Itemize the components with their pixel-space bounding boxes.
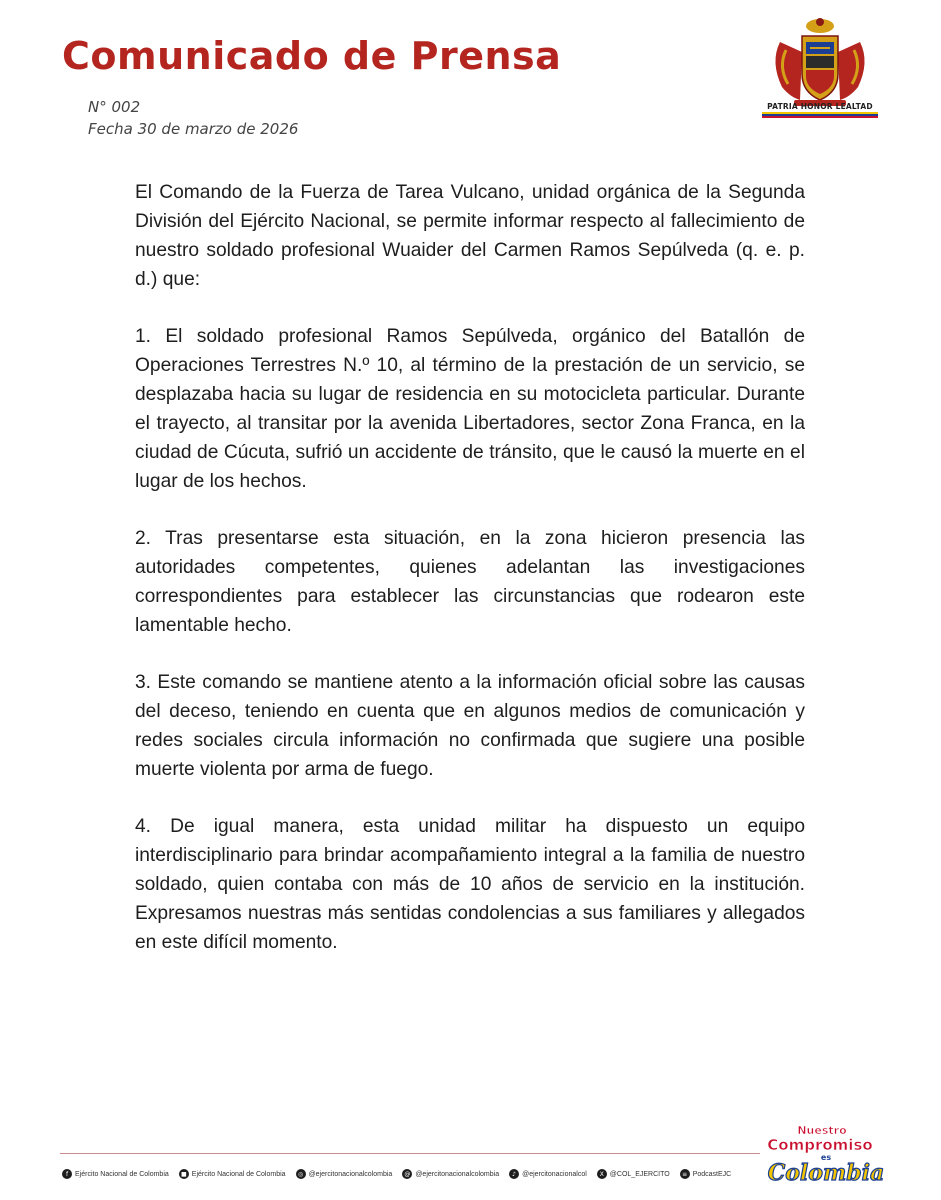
- logo-line3: es: [820, 1153, 832, 1162]
- nuestro-compromiso-logo: [760, 1120, 900, 1190]
- social-label: Ejército Nacional de Colombia: [75, 1170, 169, 1178]
- paragraph-3: 3. Este comando se mantiene atento a la información oficial sobre las causas del deceso, teniendo en cuenta que en algunos medios de comunicación y redes sociales circula información no confirmada que sugiere una posible muerte violenta por arma de fuego.: [135, 672, 805, 780]
- social-links: [62, 1166, 731, 1182]
- social-label: @COL_EJERCITO: [609, 1170, 670, 1178]
- social-label: PodcastEJC: [692, 1170, 732, 1178]
- social-label: @ejercitonacionalcolombia: [308, 1170, 393, 1178]
- logo-line4: Colombia: [767, 1160, 885, 1186]
- social-threads: [402, 1169, 499, 1179]
- crest-motto: PATRIA HONOR LEALTAD: [767, 102, 873, 111]
- social-instagram: [296, 1169, 393, 1179]
- release-number: N° 002: [88, 98, 141, 116]
- paragraph-4: 4. De igual manera, esta unidad militar ha dispuesto un equipo interdisciplinario para brindar acompañamiento integral a la familia de nuestro soldado, quien contaba con más de 10 años de servicio en la institución. Expresamos nuestras más sentidas condolencias a sus familiares y allegados en este difícil momento.: [135, 816, 805, 953]
- release-date: Fecha 30 de marzo de 2026: [88, 120, 299, 138]
- facebook-icon: f: [62, 1169, 72, 1179]
- release-body: [135, 178, 805, 985]
- logo-line2: Compromiso: [767, 1136, 873, 1154]
- social-web: [179, 1169, 286, 1179]
- threads-icon: @: [404, 1170, 411, 1178]
- social-tiktok: [509, 1169, 587, 1179]
- paragraph-1: 1. El soldado profesional Ramos Sepúlveda, orgánico del Batallón de Operaciones Terrestres N.º 10, al término de la prestación de un servicio, se desplazaba hacia su lugar de residencia en su motocicleta particular. Durante el trayecto, al transitar por la avenida Libertadores, sector Zona Franca, en la ciudad de Cúcuta, sufrió un accidente de tránsito, que le causó la muerte en el lugar de los hechos.: [135, 326, 805, 492]
- podcast-icon: ≡: [680, 1169, 690, 1179]
- social-facebook: [62, 1169, 169, 1179]
- page-title: Comunicado de Prensa: [62, 34, 562, 78]
- social-label: @ejercitonacionalcol: [522, 1170, 587, 1178]
- web-icon: ■: [179, 1169, 189, 1179]
- paragraph-2: 2. Tras presentarse esta situación, en la zona hicieron presencia las autoridades competentes, quienes adelantan las investigaciones correspondientes para establecer las circunstancias que rodearon este lamentable hecho.: [135, 528, 805, 636]
- footer-divider: [60, 1153, 760, 1154]
- tiktok-icon: ♪: [509, 1169, 519, 1179]
- social-label: Ejército Nacional de Colombia: [191, 1170, 286, 1178]
- intro-paragraph: El Comando de la Fuerza de Tarea Vulcano, unidad orgánica de la Segunda División del Ejército Nacional, se permite informar respecto al fallecimiento de nuestro soldado profesional Wuaider del Carmen Ramos Sepúlveda (q. e. p. d.) que:: [135, 182, 805, 290]
- flag-stripe: [762, 112, 878, 118]
- x-icon: X: [597, 1169, 607, 1179]
- social-podcast: [680, 1169, 732, 1179]
- instagram-icon: ◎: [296, 1169, 306, 1179]
- logo-line1: Nuestro: [797, 1124, 847, 1137]
- social-x: [597, 1169, 670, 1179]
- social-label: @ejercitonacionalcolombia: [415, 1170, 500, 1178]
